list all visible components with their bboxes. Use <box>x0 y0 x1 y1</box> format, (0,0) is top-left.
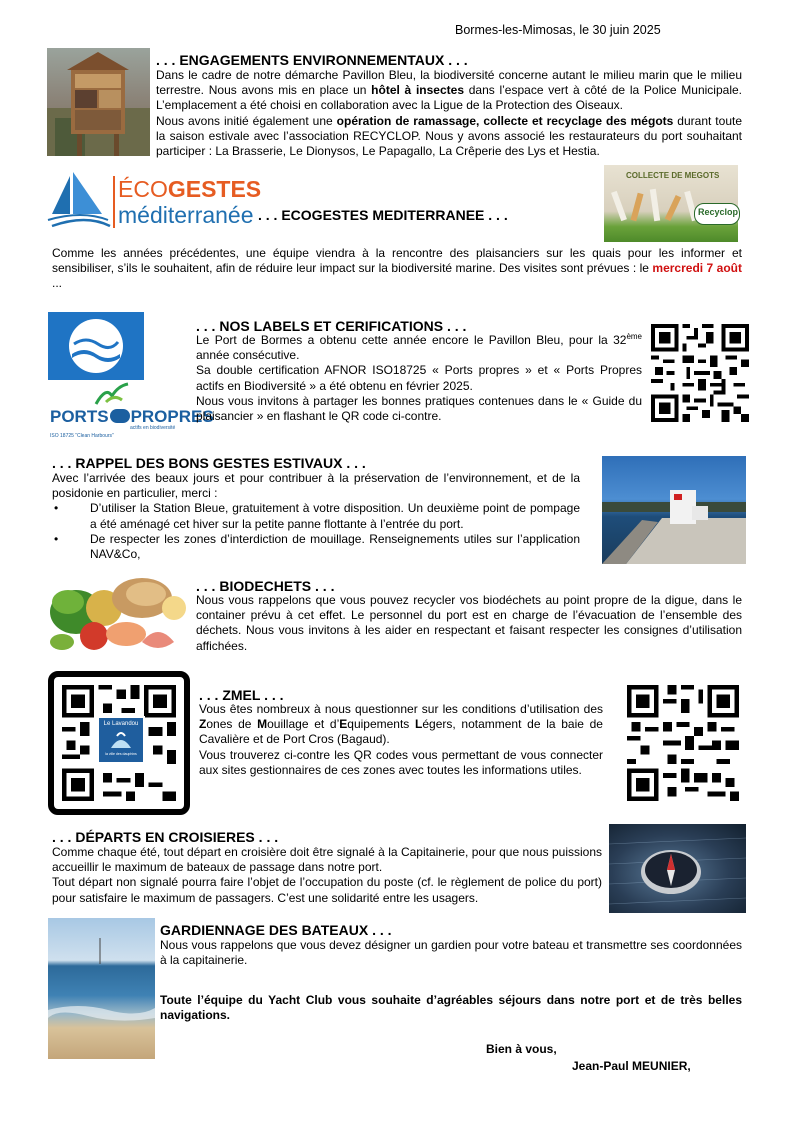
ecogestes-text: Comme les années précédentes, une équipe viendra à la rencontre des plaisanciers sur les quais pour les informer et sensibiliser, s’ils le souhaitent, afin de réduire leur impact sur la biodiversité marine. Des visites sont prévues : le mercredi 7 août ... <box>52 246 742 291</box>
zmel-lavandou-qr-code[interactable] <box>48 671 190 815</box>
station-bleue-photo <box>602 456 746 564</box>
ecogestes-title: . . . ECOGESTES MEDITERRANEE . . . <box>258 207 508 223</box>
biodechets-image <box>46 572 192 658</box>
gardiennage-title: GARDIENNAGE DES BATEAUX . . . <box>160 922 392 938</box>
rappel-title: . . . RAPPEL DES BONS GESTES ESTIVAUX . . . <box>52 455 366 471</box>
rappel-text: Avec l’arrivée des beaux jours et pour contribuer à la préservation de l’environnement, et de la posidonie en particulier, merci : • D’utiliser la Station Bleue, gratuitement à votre disposition. Un deuxième point de pompage a été aménagé cet hiver sur la petite panne flottante à l’entrée du port. • De respecter les zones d’interdiction de mouillage. Renseignements utiles sur l’application NAV&Co, <box>52 471 580 562</box>
rappel-item: • D’utiliser la Station Bleue, gratuitement à votre disposition. Un deuxième point de pompage a été aménagé cet hiver sur la petite panne flottante à l’entrée du port. <box>52 501 580 531</box>
signature-name: Jean-Paul MEUNIER, <box>572 1059 691 1073</box>
lavandou-badge: Le Lavandou la ville des dauphins <box>97 716 145 764</box>
engagements-text: Dans le cadre de notre démarche Pavillon Bleu, la biodiversité concerne autant le milieu marin que le milieu terrestre. Nous avons mis en place un hôtel à insectes dans l’espace vert à côté de la Police Municipale. L’emplacement a été choisi en collaboration avec la Ligue de la Protection des Oiseaux. Nous avons initié également une opération de ramassage, collecte et recyclage des mégots durant toute la saison estivale avec l’association RECYCLOP. Nous y avons associé les restaurateurs du port souhaitant participer : La Brasserie, Le Dionysos, Le Papagallo, La Crêperie des Lys et Hestia. <box>156 68 742 159</box>
guide-plaisancier-qr-code[interactable] <box>651 324 749 422</box>
biodechets-title: . . . BIODECHETS . . . <box>196 578 335 594</box>
signature-greeting: Bien à vous, <box>486 1042 557 1056</box>
zmel-portcros-qr-code[interactable] <box>627 685 739 801</box>
zmel-text: Vous êtes nombreux à nous questionner sur les conditions d’utilisation des Zones de Mouillage et d’Equipements Légers, notamment de la baie de Cavalière et de Port Cros (Bagaud). Vous trouverez ci-contre les QR codes vous permettant de vous connecter aux sites gestionnaires de ces zones avec toutes les informations utiles. <box>199 702 603 777</box>
labels-title: . . . NOS LABELS ET CERIFICATIONS . . . <box>196 318 467 334</box>
biodechets-text: Nous vous rappelons que vous pouvez recycler vos biodéchets au point propre de la digue, dans le container prévu à cet effet. Le personnel du port est en charge de l’évacuation de l’ensemble des déchets. Nous vous invitons à les aider en respectant et faisant respecter les consignes d’utilisation affichées. <box>196 593 742 653</box>
collecte-megots-image: COLLECTE DE MEGOTS Recyclop <box>604 165 738 242</box>
departs-title: . . . DÉPARTS EN CROISIERES . . . <box>52 829 279 845</box>
labels-text: Le Port de Bormes a obtenu cette année encore le Pavillon Bleu, pour la 32ème année consécutive. Sa double certification AFNOR ISO18725 « Ports propres » et « Ports Propres actifs en Biodiversité » a été obtenu en février 2025. Nous vous invitons à partager les bonnes pratiques contenues dans le « Guide du plaisancier » en flashant le QR code ci-contre. <box>196 332 642 424</box>
ecogestes-logo: ÉCOGESTES méditerranée <box>46 170 252 234</box>
closing-message: Toute l’équipe du Yacht Club vous souhaite d’agréables séjours dans notre port et de très belles navigations. <box>160 993 742 1023</box>
compass-photo <box>609 824 746 913</box>
beach-photo <box>48 918 155 1059</box>
ports-propres-logo: PORTS PROPRES actifs en biodiversité ISO 18725 “Clean Harbours” <box>48 382 188 442</box>
zmel-title: . . . ZMEL . . . <box>199 687 284 703</box>
engagements-title: . . . ENGAGEMENTS ENVIRONNEMENTAUX . . . <box>156 52 468 68</box>
gardiennage-text: Nous vous rappelons que vous devez désigner un gardien pour votre bateau et transmettre ses coordonnées à la capitainerie. <box>160 938 742 968</box>
pavillon-bleu-logo <box>48 312 144 380</box>
insect-hotel-photo <box>47 48 150 156</box>
rappel-item: • De respecter les zones d’interdiction de mouillage. Renseignements utiles sur l’application NAV&Co, <box>52 532 580 562</box>
departs-text: Comme chaque été, tout départ en croisière doit être signalé à la Capitainerie, pour que nous puissions accueillir le maximum de bateaux de passage dans notre port. Tout départ non signalé pourra faire l’objet de l’occupation du poste (cf. le règlement de police du port) pour satisfaire le maximum de passagers. C’est une solidarité entre les usagers. <box>52 845 602 905</box>
date-line: Bormes-les-Mimosas, le 30 juin 2025 <box>455 23 661 37</box>
